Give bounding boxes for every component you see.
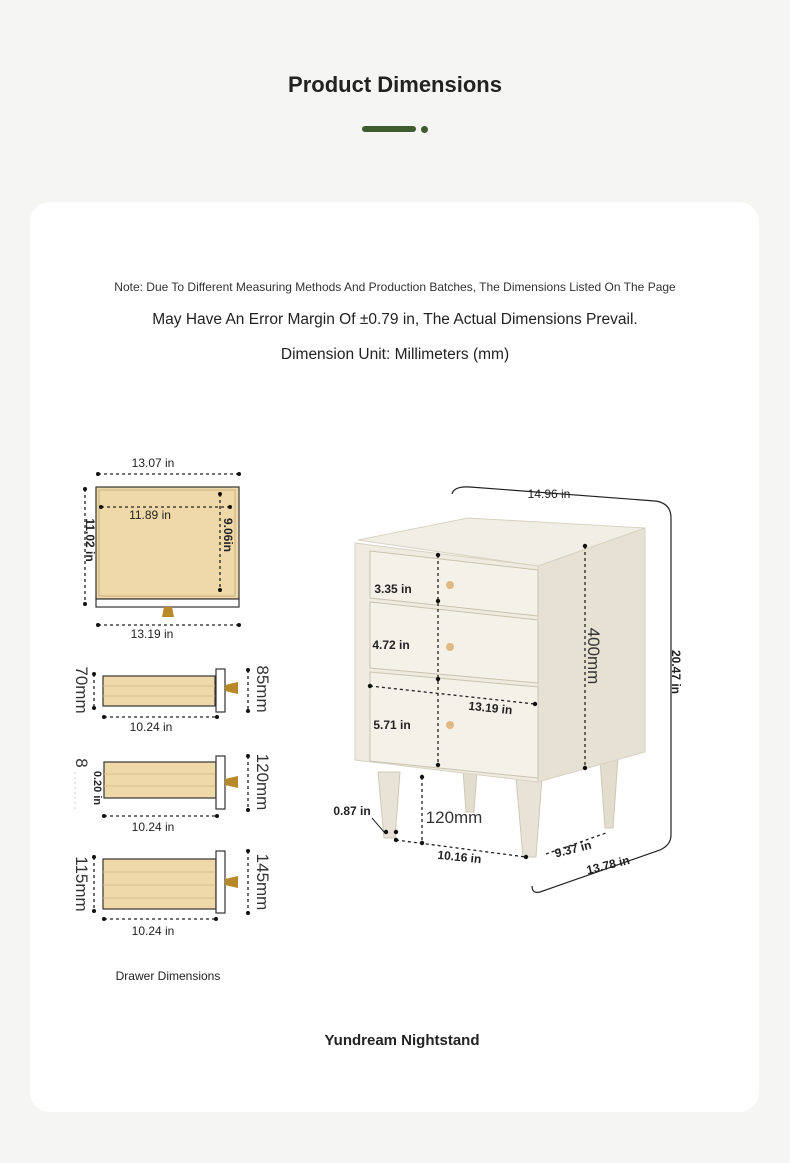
- total-height-label: 20.47 in: [669, 649, 683, 695]
- product-caption: Yundream Nightstand: [324, 1032, 480, 1049]
- drawer-3-width-label: 10.24 in: [131, 924, 175, 938]
- drawer-bottom-width-label: 13.19 in: [130, 627, 174, 641]
- drawer-outer-width-label: 13.07 in: [131, 456, 175, 470]
- drawer-2-front-height-label: 120mm: [253, 753, 272, 811]
- page-title: Product Dimensions: [288, 72, 502, 97]
- drawer-2-wall-label: 0.20 in: [91, 770, 103, 806]
- top-width-label: 14.96 in: [527, 487, 571, 501]
- note-line-1: Note: Due To Different Measuring Methods And Production Batches, The Dimensions Listed On The Page: [114, 280, 676, 294]
- leg-span-front-label: 10.16 in: [436, 847, 483, 867]
- leg-span-side-label: 9.37 in: [553, 837, 593, 861]
- drawer-2-width-label: 10.24 in: [131, 820, 175, 834]
- drawer-1-width-label: 10.24 in: [129, 720, 173, 734]
- drawer-3-inner-height-label: 115mm: [72, 856, 91, 912]
- knob-icon: [446, 643, 454, 651]
- drawer-dimensions-caption: Drawer Dimensions: [115, 969, 221, 983]
- drawer-1-front-height-label: 85mm: [253, 665, 272, 713]
- drawer-depth-label: 11.02 in: [83, 518, 97, 562]
- inner-depth-label: 13.19 in: [467, 698, 514, 718]
- drawer-height-3-label: 5.71 in: [373, 718, 411, 732]
- drawer-1-inner-height-label: 70mm: [72, 666, 91, 714]
- leg-back: [463, 770, 477, 812]
- knob-icon: [446, 721, 454, 729]
- body-height-label: 400mm: [584, 627, 603, 685]
- leg-side: [600, 758, 618, 828]
- drawer-height-2-label: 4.72 in: [372, 638, 410, 652]
- note-line-3: Dimension Unit: Millimeters (mm): [280, 346, 510, 363]
- leg-diameter-label: 0.87 in: [333, 804, 371, 818]
- drawer-inner-width-label: 11.89 in: [129, 508, 171, 522]
- bottom-depth-label: 13.78 in: [584, 853, 632, 878]
- drawer-inner-depth-label: 9.06in: [221, 517, 235, 553]
- knob-icon: [446, 581, 454, 589]
- leg-height-label: 120mm: [425, 808, 483, 827]
- leg-front-right: [516, 778, 542, 857]
- drawer-3-front-height-label: 145mm: [253, 853, 272, 911]
- drawer-2-inner-height-label: 8: [72, 758, 91, 768]
- note-line-2: May Have An Error Margin Of ±0.79 in, The Actual Dimensions Prevail.: [152, 311, 638, 328]
- drawer-height-1-label: 3.35 in: [374, 582, 412, 596]
